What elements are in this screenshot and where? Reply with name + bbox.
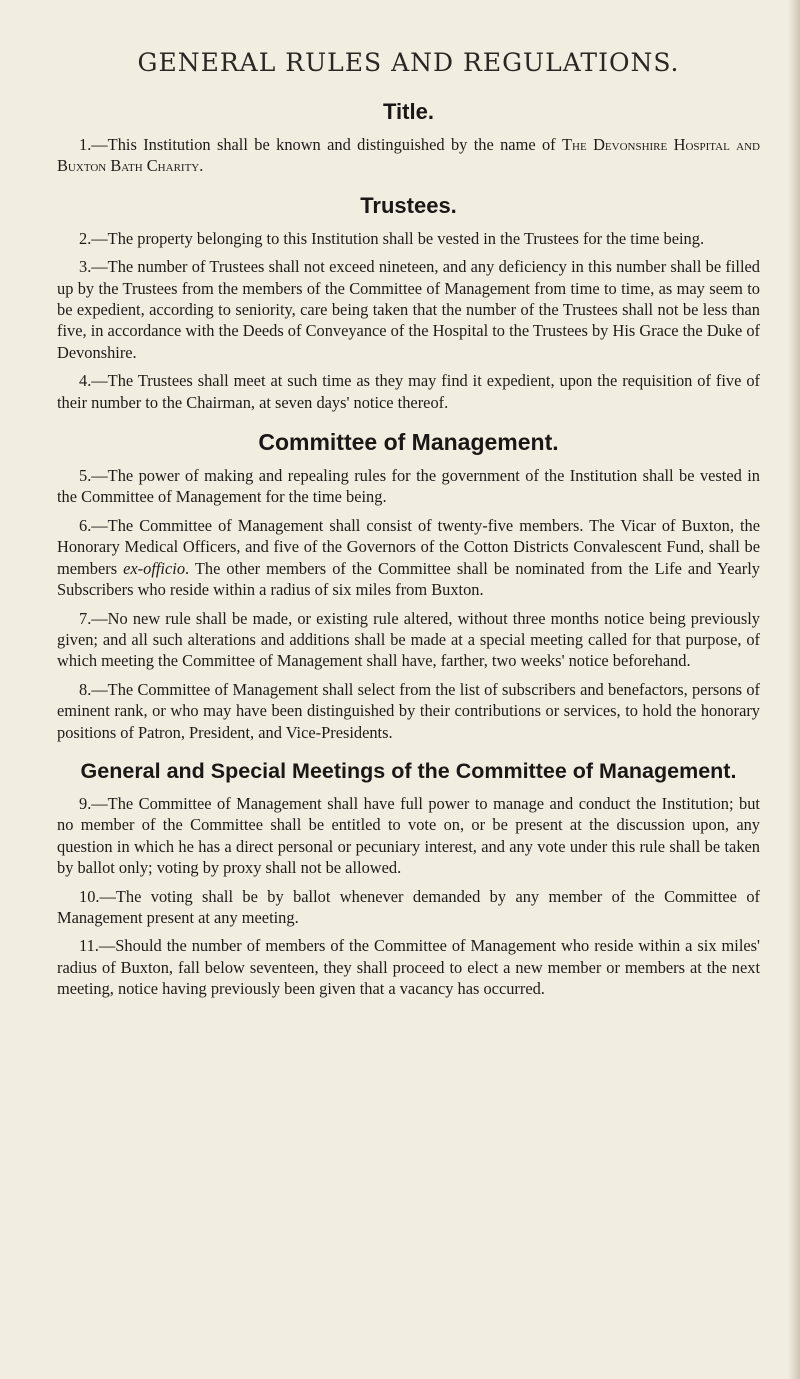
document-title: GENERAL RULES AND REGULATIONS.: [137, 48, 680, 77]
rule-4: 4.—The Trustees shall meet at such time as they may find it expedient, upon the requisition of five of their number to the Chairman, at seven days' notice thereof.: [57, 371, 760, 412]
rule-1: 1.—This Institution shall be known and distinguished by the name of The Devonshire Hospital and Buxton Bath Charity.: [57, 135, 760, 176]
rule-9: 9.—The Committee of Management shall have full power to manage and conduct the Institution; but no member of the Committee shall be entitled to vote on, or be present at the discussion upon, any question in which he has a direct personal or pecuniary interest, and any vote under this rule shall be taken by ballot only; voting by proxy shall not be allowed.: [57, 793, 760, 878]
section-heading-committee: Committee of Management.: [258, 429, 559, 456]
rule-6: 6.—The Committee of Management shall consist of twenty-five members. The Vicar of Buxton, the Honorary Medical Officers, and five of the Governors of the Cotton Districts Convalescent Fund, shall be members ex-officio. The other members of the Committee shall be nominated from the Life and Yearly Subscribers who reside within a radius of six miles from Buxton.: [57, 515, 760, 600]
page-edge-shadow: [788, 0, 800, 1379]
rule-5: 5.—The power of making and repealing rules for the government of the Institution shall be vested in the Committee of Management for the time being.: [57, 466, 760, 507]
rule-8: 8.—The Committee of Management shall select from the list of subscribers and benefactors, persons of eminent rank, or who may have been distinguished by their contributions or services, to hold the honorary positions of Patron, President, and Vice-Presidents.: [57, 679, 760, 742]
institution-name: The Devonshire Hospital and Buxton Bath Charity: [57, 135, 760, 176]
section-heading-title: Title.: [383, 99, 434, 124]
rule-2: 2.—The property belonging to this Institution shall be vested in the Trustees for the time being.: [79, 228, 705, 248]
rule-11: 11.—Should the number of members of the Committee of Management who reside within a six miles' radius of Buxton, fall below seventeen, they shall proceed to elect a new member or members at the next meeting, notice having previously been given that a vacancy has occurred.: [57, 936, 760, 999]
section-heading-meetings: General and Special Meetings of the Committee of Management.: [80, 758, 737, 783]
ex-officio-term: ex-officio: [123, 558, 186, 578]
section-heading-trustees: Trustees.: [360, 192, 457, 218]
rule-10: 10.—The voting shall be by ballot whenever demanded by any member of the Committee of Management present at any meeting.: [57, 886, 760, 927]
rule-7: 7.—No new rule shall be made, or existing rule altered, without three months notice being previously given; and all such alterations and additions shall be made at a special meeting called for that purpose, of which meeting the Committee of Management shall have, farther, two weeks' notice beforehand.: [57, 608, 760, 671]
rule-3: 3.—The number of Trustees shall not exceed nineteen, and any deficiency in this number shall be filled up by the Trustees from the members of the Committee of Management from time to time, as may seem to be expedient, according to seniority, care being taken that the number of the Trustees shall not be less than five, in accordance with the Deeds of Conveyance of the Hospital to the Trustees by His Grace the Duke of Devonshire.: [57, 257, 760, 362]
